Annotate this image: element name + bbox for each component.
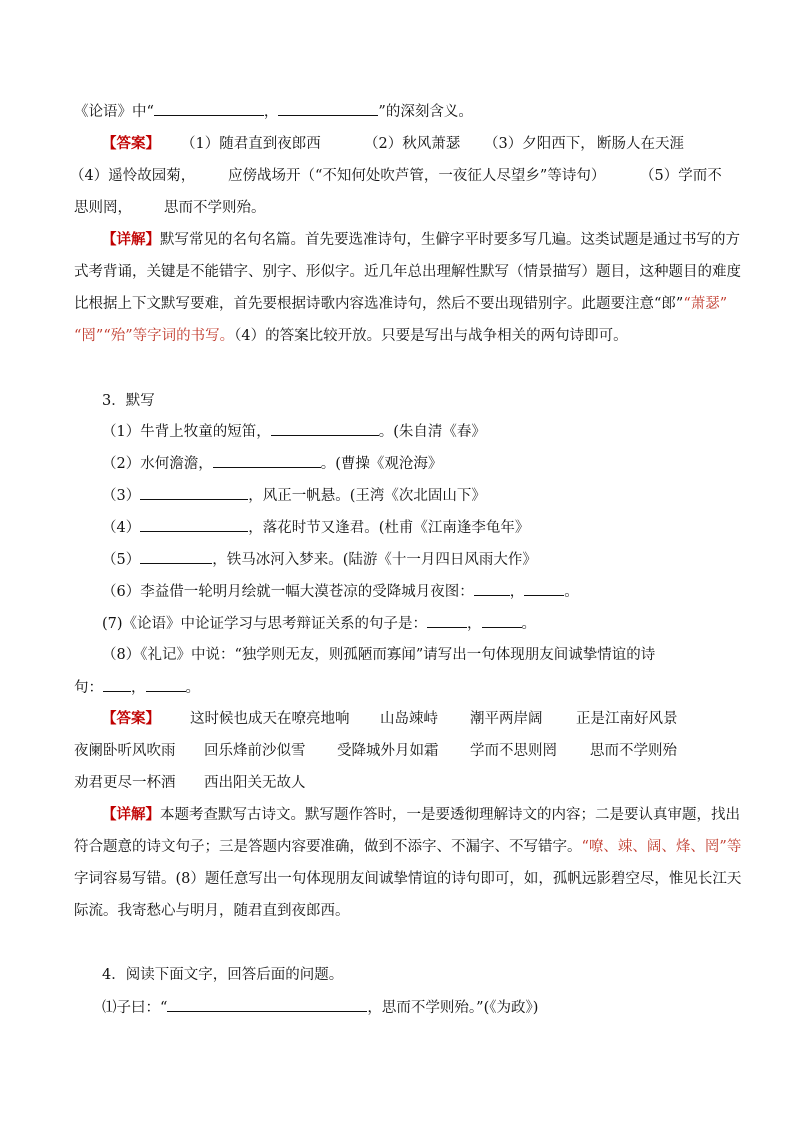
answer-tag: 【答案】	[102, 135, 160, 152]
fill-blank	[474, 581, 510, 596]
s2-question-line	[74, 101, 473, 122]
text: （6）李益借一轮明月绘就一幅大漠苍凉的受降城月夜图：	[102, 584, 474, 600]
text: （1）牛背上牧童的短笛，	[102, 424, 271, 440]
fill-blank	[427, 613, 467, 628]
s3-q8: （8）《礼记》中说：“独学则无友，则孤陋而寡闻”请写出一句体现朋友间诚挚情谊的诗	[102, 647, 656, 663]
answer-item: 回乐烽前沙似雪	[204, 743, 306, 759]
answer-item: 潮平两岸阔	[470, 711, 543, 727]
s3-q3	[102, 485, 486, 506]
s3-q6	[102, 581, 579, 602]
detail-tag: 【详解】	[102, 806, 160, 823]
text: 。(朱自清《春》	[378, 424, 486, 440]
text: ⑴子曰：“	[102, 1000, 168, 1016]
s3-detail-line-4: 际流。我寄愁心与明月，随君直到夜郎西。	[74, 903, 350, 919]
fill-blank	[524, 581, 564, 596]
answer-item: 思而不学则殆。	[164, 200, 266, 216]
highlight-text: “嘹、竦、阔、烽、罔”等	[581, 839, 742, 855]
fill-blank	[271, 421, 379, 436]
answer-item: 思则罔，	[74, 200, 132, 216]
text: 符合题意的诗文句子；三是答题内容要准确，做到不添字、不漏字、不写错字。	[74, 839, 582, 855]
answer-tag: 【答案】	[102, 710, 160, 727]
answer-item: （3）夕阳西下，	[484, 136, 595, 152]
text: ，	[263, 104, 279, 120]
text: ，落花时节又逢君。(杜甫《江南逢李龟年》	[248, 520, 530, 536]
text: 。	[185, 680, 200, 696]
fill-blank	[154, 101, 264, 116]
text: ，风正一帆悬。(王湾《次北固山下》	[248, 488, 486, 504]
text: （2）水何澹澹，	[102, 456, 213, 472]
s3-answer-tag-line	[102, 709, 160, 729]
s3-q2	[102, 453, 442, 474]
answer-item: （2）秋风萧瑟	[364, 136, 461, 152]
s2-detail-line-3	[74, 294, 727, 314]
answer-item: （5）学而不	[640, 168, 722, 184]
answer-item: （4）遥怜故园菊，	[70, 168, 196, 184]
s3-q4	[102, 517, 529, 538]
s2-detail-line-1	[102, 230, 740, 250]
text: 本题考查默写古诗文。默写题作答时，一是要透彻理解诗文的内容；二是要认真审题，找出	[160, 807, 740, 823]
fill-blank	[213, 453, 321, 468]
fill-blank	[482, 613, 522, 628]
answer-item: （1）随君直到夜郎西	[181, 136, 321, 152]
text: ，铁马冰河入梦来。(陆游《十一月四日风雨大作》	[212, 552, 537, 568]
s2-detail-line-4	[74, 326, 628, 346]
answer-item: 夜阑卧听风吹雨	[74, 743, 176, 759]
s3-q5	[102, 549, 537, 570]
text: ，	[131, 680, 146, 696]
answer-item: 受降城外月如霜	[337, 743, 439, 759]
answer-item: 山岛竦峙	[380, 711, 438, 727]
s3-detail-line-2	[74, 837, 741, 857]
answer-item: 正是江南好风景	[576, 711, 678, 727]
s4-q1	[102, 997, 538, 1018]
fill-blank	[103, 677, 131, 692]
s2-detail-line-2: 式考背诵，关键是不能错字、别字、形似字。近几年总出理解性默写（情景描写）题目，这种题目的难度	[74, 264, 741, 280]
highlight-text: “罔”“殆”等字词的书写。	[74, 328, 235, 344]
text: 句：	[74, 680, 103, 696]
s3-detail-line-1	[102, 805, 740, 825]
text: (7)《论语》中论证学习与思考辩证关系的句子是：	[102, 616, 428, 632]
answer-item: 这时候也成天在嘹亮地响	[190, 711, 350, 727]
text: ，	[467, 616, 482, 632]
text: （4）	[102, 520, 141, 536]
s3-q1	[102, 421, 486, 442]
answer-item: 应傍战场开（“不知何处吹芦管，一夜征人尽望乡”等诗句）	[228, 168, 606, 184]
fill-blank	[167, 997, 367, 1012]
text: 。	[564, 584, 579, 600]
text: （3）	[102, 488, 141, 504]
s3-q7	[102, 613, 536, 634]
s2-answer-line-1	[102, 134, 160, 154]
text: 默写常见的名句名篇。首先要选准诗句，生僻字平时要多写几遍。这类试题是通过书写的方	[160, 232, 740, 248]
text: ，	[509, 584, 525, 600]
highlight-text: “萧瑟”	[683, 296, 728, 312]
fill-blank	[140, 517, 248, 532]
answer-item: 劝君更尽一杯酒	[74, 775, 176, 791]
text: 比根据上下文默写要难，首先要根据诗歌内容选准诗句，然后不要出现错别字。此题要注意“郎”	[74, 296, 684, 312]
text: （4）的答案比较开放。只要是写出与战争相关的两句诗即可。	[234, 328, 628, 344]
text: ，思而不学则殆。”(《为政》)	[367, 1000, 539, 1016]
text: ”的深刻含义。	[378, 104, 473, 120]
fill-blank	[278, 101, 378, 116]
text: 《论语》中“	[74, 104, 154, 120]
answer-item: 学而不思则罔	[470, 743, 557, 759]
text: （5）	[102, 552, 141, 568]
answer-item: 思而不学则殆	[590, 743, 677, 759]
s3-detail-line-3: 字词容易写错。(8）题任意写出一句体现朋友间诚挚情谊的诗句即可，如，孤帆远影碧空尽，惟见长江天	[74, 871, 742, 887]
answer-item: 西出阳关无故人	[204, 775, 306, 791]
s4-title: 4．阅读下面文字，回答后面的问题。	[102, 967, 344, 983]
fill-blank	[140, 485, 248, 500]
detail-tag: 【详解】	[102, 231, 160, 248]
s3-q8-cont	[74, 677, 200, 698]
text: 。	[521, 616, 537, 632]
fill-blank	[146, 677, 186, 692]
fill-blank	[140, 549, 212, 564]
text: 。(曹操《观沧海》	[320, 456, 443, 472]
answer-item: 断肠人在天涯	[597, 136, 684, 152]
s3-title: 3．默写	[102, 393, 155, 409]
